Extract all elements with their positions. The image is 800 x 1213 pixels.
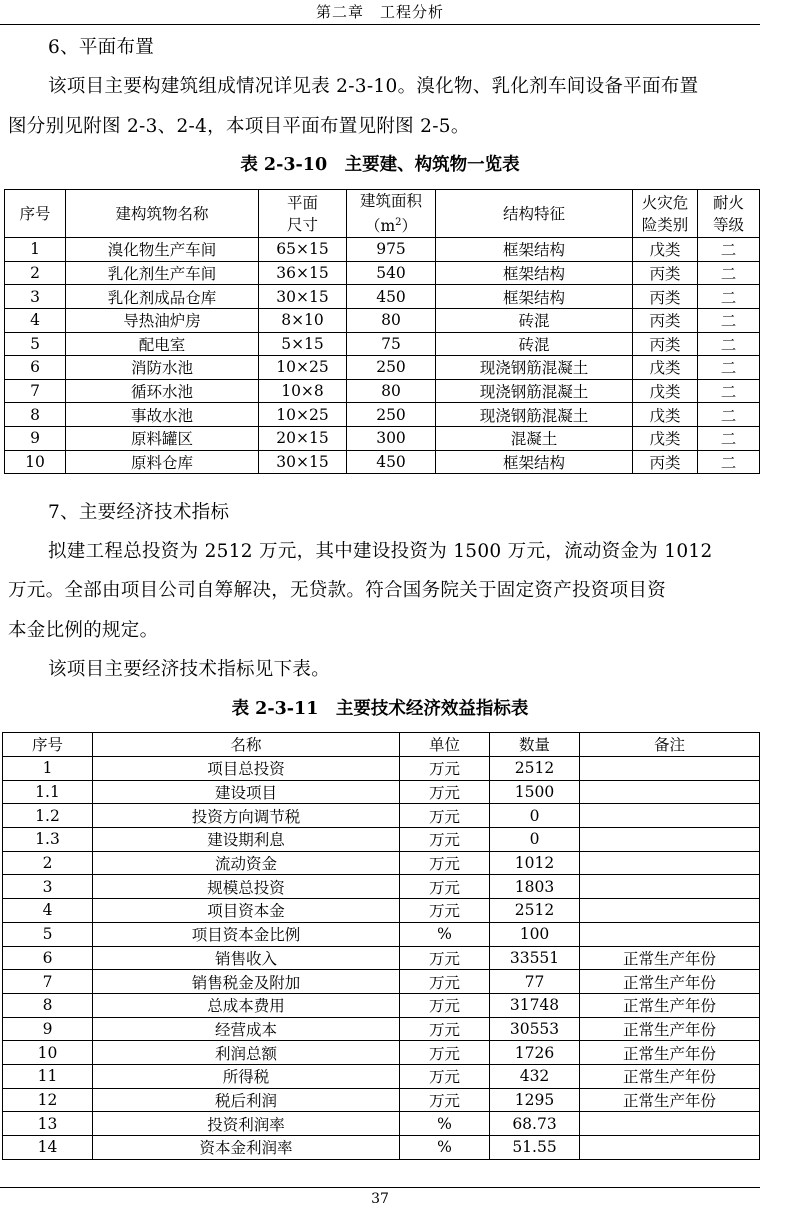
table-row (3, 1064, 760, 1088)
table-cell (580, 804, 760, 828)
table-cell: 框架结构 (436, 238, 633, 262)
table-cell: 建设期利息 (93, 828, 400, 852)
table-cell: 万元 (400, 780, 490, 804)
table-cell: 7 (5, 379, 66, 403)
table-row (5, 379, 760, 403)
table-cell: 万元 (400, 993, 490, 1017)
table-cell: 利润总额 (93, 1041, 400, 1065)
table-row (5, 261, 760, 285)
table-cell (580, 875, 760, 899)
footer-divider (0, 1187, 760, 1188)
table-cell: 项目资本金 (93, 899, 400, 923)
table-cell: 万元 (400, 1064, 490, 1088)
economic-indicators-table (2, 732, 760, 1160)
table-cell: 80 (347, 379, 436, 403)
table-cell: 4 (3, 899, 93, 923)
table-cell: 77 (490, 970, 580, 994)
table-cell: 万元 (400, 1041, 490, 1065)
table-cell (580, 922, 760, 946)
table-cell: % (400, 922, 490, 946)
table-cell: 二 (698, 356, 760, 380)
table-cell: 戊类 (633, 356, 698, 380)
table-cell: 销售税金及附加 (93, 970, 400, 994)
table2-caption: 表 2-3-11 主要技术经济效益指标表 (231, 699, 529, 719)
table-cell: 31748 (490, 993, 580, 1017)
table-cell (580, 757, 760, 781)
table-row (5, 238, 760, 262)
table-cell: 万元 (400, 970, 490, 994)
table-cell: 5 (3, 922, 93, 946)
table-cell: 万元 (400, 1088, 490, 1112)
table-cell: 正常生产年份 (580, 1041, 760, 1065)
table-cell: 10×8 (259, 379, 347, 403)
table-cell: 0 (490, 804, 580, 828)
table1-caption: 表 2-3-10 主要建、构筑物一览表 (240, 155, 520, 175)
table-cell: 1.1 (3, 780, 93, 804)
table-cell: 砖混 (436, 308, 633, 332)
table-cell: 2512 (490, 757, 580, 781)
table-row (5, 356, 760, 380)
col-header-fire-grade: 耐火 等级 (698, 190, 760, 238)
table-cell: 正常生产年份 (580, 970, 760, 994)
table-header-row (5, 190, 760, 238)
table-row (3, 828, 760, 852)
col-header-area: 建筑面积 $(m^2)$ (347, 190, 436, 238)
table-cell: 销售收入 (93, 946, 400, 970)
table-cell: 100 (490, 922, 580, 946)
table-cell: 9 (5, 426, 66, 450)
table-cell: 2512 (490, 899, 580, 923)
table-cell: 循环水池 (66, 379, 259, 403)
col-header-name: 名称 (93, 733, 400, 757)
table-cell: 250 (347, 356, 436, 380)
table-cell (580, 1112, 760, 1136)
table-row (3, 1017, 760, 1041)
table-cell: 5×15 (259, 332, 347, 356)
col-header-index: 序号 (5, 190, 66, 238)
table-cell: 1.2 (3, 804, 93, 828)
table-cell: 51.55 (490, 1136, 580, 1160)
table-cell: % (400, 1136, 490, 1160)
table-cell: 10 (5, 450, 66, 474)
table-row (5, 450, 760, 474)
table-cell (580, 828, 760, 852)
table-cell: 8 (5, 403, 66, 427)
table-cell: 项目资本金比例 (93, 922, 400, 946)
section-7-paragraph-line3: 本金比例的规定。 (8, 620, 159, 641)
table-cell: 12 (3, 1088, 93, 1112)
table-cell: 二 (698, 426, 760, 450)
table-cell: 5 (5, 332, 66, 356)
table-cell: 13 (3, 1112, 93, 1136)
section-7-paragraph-line1: 拟建工程总投资为 2512 万元，其中建设投资为 1500 万元，流动资金为 1012 (48, 541, 713, 562)
table-cell: 68.73 (490, 1112, 580, 1136)
table-cell: 8×10 (259, 308, 347, 332)
table-cell (580, 899, 760, 923)
table-cell: 3 (3, 875, 93, 899)
col-header-name: 建构筑物名称 (66, 190, 259, 238)
table-cell: 万元 (400, 1017, 490, 1041)
table-cell: 项目总投资 (93, 757, 400, 781)
col-header-fire-class: 火灾危 险类别 (633, 190, 698, 238)
table-cell: 现浇钢筋混凝土 (436, 356, 633, 380)
table-cell: 戊类 (633, 403, 698, 427)
table-cell: 万元 (400, 899, 490, 923)
table-cell: 450 (347, 450, 436, 474)
table-cell: 75 (347, 332, 436, 356)
table-cell: 税后利润 (93, 1088, 400, 1112)
table-cell: 戊类 (633, 238, 698, 262)
table-cell: 丙类 (633, 285, 698, 309)
table-cell: 万元 (400, 757, 490, 781)
table-cell: 总成本费用 (93, 993, 400, 1017)
table-cell: 450 (347, 285, 436, 309)
table-cell: 所得税 (93, 1064, 400, 1088)
table-cell: 投资方向调节税 (93, 804, 400, 828)
table-row (3, 780, 760, 804)
table-cell: 流动资金 (93, 851, 400, 875)
table-cell: 432 (490, 1064, 580, 1088)
table-cell: 导热油炉房 (66, 308, 259, 332)
col-header-size: 平面 尺寸 (259, 190, 347, 238)
table-cell: 溴化物生产车间 (66, 238, 259, 262)
table-cell: 30553 (490, 1017, 580, 1041)
table-row (3, 1136, 760, 1160)
col-header-remark: 备注 (580, 733, 760, 757)
table-cell: 正常生产年份 (580, 993, 760, 1017)
table-cell: 1 (5, 238, 66, 262)
table-cell: 万元 (400, 851, 490, 875)
table-row (3, 970, 760, 994)
section-7-heading: 7、主要经济技术指标 (48, 502, 230, 523)
col-header-unit: 单位 (400, 733, 490, 757)
page-number: 37 (371, 1191, 389, 1207)
table-row (3, 804, 760, 828)
table-cell: 30×15 (259, 450, 347, 474)
table-cell (580, 780, 760, 804)
table-cell: 万元 (400, 804, 490, 828)
section-7-paragraph-line2: 万元。全部由项目公司自筹解决，无贷款。符合国务院关于固定资产投资项目资 (8, 580, 667, 601)
chapter-number: 第二章 (315, 3, 364, 21)
section-6-heading: 6、平面布置 (48, 37, 155, 58)
table-cell: 33551 (490, 946, 580, 970)
table-cell: 投资利润率 (93, 1112, 400, 1136)
table-cell: 9 (3, 1017, 93, 1041)
table-cell: 框架结构 (436, 450, 633, 474)
table-cell: 戊类 (633, 426, 698, 450)
table-cell: 10 (3, 1041, 93, 1065)
table-cell: 二 (698, 285, 760, 309)
table-cell: 540 (347, 261, 436, 285)
table-cell: 0 (490, 828, 580, 852)
table-cell (580, 1136, 760, 1160)
table-cell: 配电室 (66, 332, 259, 356)
table-cell: 二 (698, 238, 760, 262)
table-row (5, 426, 760, 450)
table-cell: 丙类 (633, 261, 698, 285)
table-row (3, 875, 760, 899)
table-header-row (3, 733, 760, 757)
table-cell: 10×25 (259, 403, 347, 427)
table-row (3, 899, 760, 923)
table-cell: 14 (3, 1136, 93, 1160)
table-row (5, 403, 760, 427)
table-cell: 300 (347, 426, 436, 450)
table-cell: 消防水池 (66, 356, 259, 380)
table-cell: 1295 (490, 1088, 580, 1112)
section-7-paragraph2: 该项目主要经济技术指标见下表。 (48, 659, 331, 680)
section-6-paragraph-line2: 图分别见附图 2-3、2-4，本项目平面布置见附图 2-5。 (8, 116, 470, 137)
table-cell: 1726 (490, 1041, 580, 1065)
table-cell: 10×25 (259, 356, 347, 380)
table-cell: 6 (5, 356, 66, 380)
table-cell: 戊类 (633, 379, 698, 403)
table-cell: 乳化剂生产车间 (66, 261, 259, 285)
table-cell: 二 (698, 379, 760, 403)
table-cell: 6 (3, 946, 93, 970)
table-cell: 资本金利润率 (93, 1136, 400, 1160)
table-cell: 现浇钢筋混凝土 (436, 379, 633, 403)
table-cell: 经营成本 (93, 1017, 400, 1041)
table-cell: 二 (698, 403, 760, 427)
table-row (3, 1088, 760, 1112)
table-cell: 正常生产年份 (580, 946, 760, 970)
table-row (5, 332, 760, 356)
section-6-paragraph-line1: 该项目主要构建筑组成情况详见表 2-3-10。溴化物、乳化剂车间设备平面布置 (48, 76, 699, 97)
table-cell: 正常生产年份 (580, 1017, 760, 1041)
table-cell: 65×15 (259, 238, 347, 262)
table-cell: % (400, 1112, 490, 1136)
table-cell: 混凝土 (436, 426, 633, 450)
table-row (3, 1112, 760, 1136)
table-row (3, 922, 760, 946)
table-row (3, 1041, 760, 1065)
table-cell: 11 (3, 1064, 93, 1088)
table-cell: 正常生产年份 (580, 1088, 760, 1112)
table-cell: 丙类 (633, 308, 698, 332)
table-cell: 万元 (400, 946, 490, 970)
table-cell: 二 (698, 450, 760, 474)
table-cell: 3 (5, 285, 66, 309)
table-cell: 4 (5, 308, 66, 332)
table-cell: 1 (3, 757, 93, 781)
table-cell: 事故水池 (66, 403, 259, 427)
table-cell: 现浇钢筋混凝土 (436, 403, 633, 427)
table-cell: 二 (698, 261, 760, 285)
table-row (3, 757, 760, 781)
table-cell: 乳化剂成品仓库 (66, 285, 259, 309)
chapter-title: 工程分析 (380, 3, 445, 21)
buildings-table (4, 189, 760, 474)
col-header-quantity: 数量 (490, 733, 580, 757)
table-cell: 框架结构 (436, 261, 633, 285)
table-cell: 20×15 (259, 426, 347, 450)
table-cell: 80 (347, 308, 436, 332)
table-cell: 丙类 (633, 332, 698, 356)
page-header (0, 0, 760, 25)
table-cell: 2 (5, 261, 66, 285)
table-cell: 二 (698, 308, 760, 332)
table-cell: 正常生产年份 (580, 1064, 760, 1088)
table-cell: 1.3 (3, 828, 93, 852)
col-header-index: 序号 (3, 733, 93, 757)
table-row (5, 308, 760, 332)
table-cell: 7 (3, 970, 93, 994)
table-row (3, 851, 760, 875)
table-cell: 原料罐区 (66, 426, 259, 450)
table-cell: 二 (698, 332, 760, 356)
table-cell: 975 (347, 238, 436, 262)
table-row (3, 946, 760, 970)
table-cell: 8 (3, 993, 93, 1017)
table-row (5, 285, 760, 309)
col-header-structure: 结构特征 (436, 190, 633, 238)
table-row (3, 993, 760, 1017)
table-cell: 万元 (400, 828, 490, 852)
table-cell: 框架结构 (436, 285, 633, 309)
table-cell: 30×15 (259, 285, 347, 309)
table-cell: 砖混 (436, 332, 633, 356)
table-cell: 万元 (400, 875, 490, 899)
table-cell: 丙类 (633, 450, 698, 474)
table-cell: 1500 (490, 780, 580, 804)
table-cell: 1803 (490, 875, 580, 899)
table-cell: 36×15 (259, 261, 347, 285)
table-cell: 建设项目 (93, 780, 400, 804)
table-cell: 原料仓库 (66, 450, 259, 474)
table-cell: 2 (3, 851, 93, 875)
table-cell: 250 (347, 403, 436, 427)
table-cell (580, 851, 760, 875)
table-cell: 规模总投资 (93, 875, 400, 899)
table-cell: 1012 (490, 851, 580, 875)
